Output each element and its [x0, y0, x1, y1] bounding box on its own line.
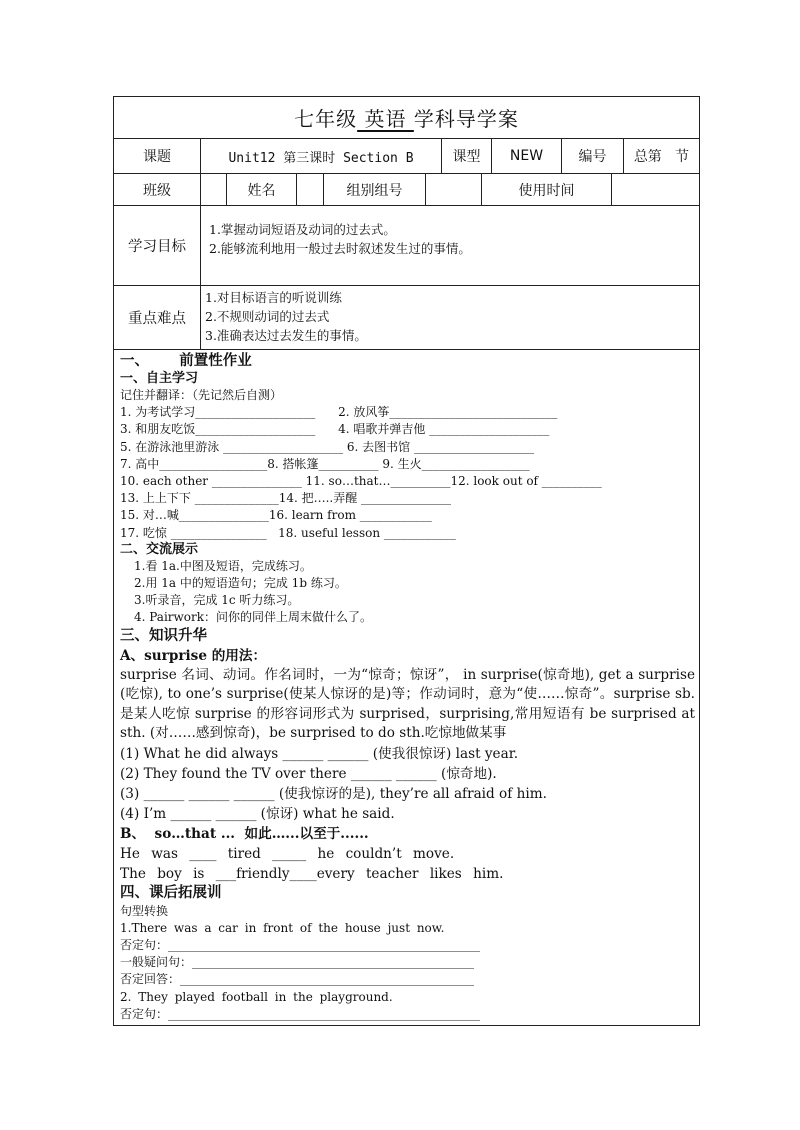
topic-value: Unit12 第三课时 Section B — [201, 139, 442, 173]
section4-title: 四、课后拓展训 — [120, 884, 222, 901]
transform-sentence: 2. They played football in the playground. — [120, 989, 393, 1004]
exercise-line[interactable]: (3) ______ ______ ______ (使我惊讶的是), they’re all afraid of him. — [120, 785, 547, 802]
group-label: 组别组号 — [324, 174, 426, 205]
objectives-label: 学习目标 — [114, 206, 201, 285]
surprise-heading: A、surprise 的用法： — [120, 647, 267, 664]
exercise-line[interactable]: (2) They found the TV over there ______ ______ (惊奇地). — [120, 765, 497, 782]
class-value[interactable] — [201, 174, 227, 205]
topic-label: 课题 — [114, 139, 201, 173]
vocab-line[interactable]: 13. 上上下下 ______________14. 把…..弄醒 _______________ — [120, 491, 452, 506]
transform-answer-line[interactable]: 否定句：____________________________________________________ — [120, 1006, 481, 1021]
instruction-text: 记住并翻译：（先记然后自测） — [120, 388, 283, 402]
grade-text: 七年级 — [294, 107, 358, 131]
page-title — [114, 97, 699, 138]
keypoint-item: 2.不规则动词的过去式 — [205, 309, 330, 324]
type-value: NEW — [492, 139, 562, 173]
objectives-row — [114, 206, 699, 286]
exercise-line[interactable]: (4) I’m ______ ______ (惊讶) what he said. — [120, 805, 395, 822]
vocab-line[interactable]: 15. 对…喊_______________16. learn from ____________ — [120, 508, 432, 523]
so-that-line[interactable]: He was ____ tired _____ he couldn’t move. — [120, 845, 455, 862]
keypoints-label: 重点难点 — [114, 286, 201, 349]
transform-answer-line[interactable]: 一般疑问句：_______________________________________________ — [120, 955, 475, 970]
subject-text: 英语 — [364, 107, 407, 131]
worksheet-table — [113, 96, 700, 1026]
title-suffix: 学科导学案 — [413, 107, 519, 131]
class-label: 班级 — [114, 174, 201, 205]
vocab-line[interactable]: 5. 在游泳池里游泳 ____________________ 6. 去图书馆 ____________________ — [120, 439, 534, 454]
objective-item: 2.能够流利地用一般过去时叙述发生过的事情。 — [209, 241, 471, 256]
objective-item: 1.掌握动词短语及动词的过去式。 — [209, 222, 396, 237]
exchange-item: 2.用 1a 中的短语造句；完成 1b 练习。 — [134, 576, 347, 591]
name-label: 姓名 — [227, 174, 297, 205]
so-that-heading: B、 so…that ... 如此…...以至于...... — [120, 825, 369, 842]
exercise-line[interactable]: (1) What he did always ______ ______ (使我很惊讶) last year. — [120, 745, 519, 762]
group-value[interactable] — [426, 174, 482, 205]
vocab-line[interactable]: 17. 吃惊 ________________ 18. useful lesson ____________ — [120, 525, 456, 540]
transform-answer-line[interactable]: 否定句：____________________________________________________ — [120, 938, 481, 953]
exchange-item: 4. Pairwork：问你的同伴上周末做什么了。 — [134, 610, 373, 625]
exchange-item: 3.听录音，完成 1c 听力练习。 — [134, 593, 300, 608]
section1-sub2: 二、交流展示 — [120, 541, 199, 557]
keypoints-list — [201, 286, 699, 349]
so-that-line[interactable]: The boy is ___friendly____every teacher likes him. — [120, 865, 504, 882]
section1-sub1: 一、自主学习 — [120, 371, 199, 386]
title-row — [114, 97, 699, 139]
section3-title: 三、知识升华 — [120, 627, 207, 644]
name-value[interactable] — [297, 174, 324, 205]
vocab-line[interactable]: 7. 高中__________________8. 搭帐篷__________ 9. 生火__________________ — [120, 456, 530, 471]
objectives-list — [201, 206, 699, 285]
main-content — [120, 352, 695, 1023]
keypoints-row — [114, 286, 699, 350]
vocab-line[interactable]: 3. 和朋友吃饭____________________ 4. 唱歌并弹吉他 ____________________ — [120, 422, 550, 437]
exchange-item: 1.看 1a.中图及短语，完成练习。 — [134, 558, 312, 573]
time-label: 使用时间 — [482, 174, 612, 205]
time-value[interactable] — [612, 174, 699, 205]
type-label: 课型 — [442, 139, 492, 173]
number-label: 编号 — [562, 139, 624, 173]
section1-title: 一、 前置性作业 — [120, 353, 252, 369]
keypoint-item: 3.准确表达过去发生的事情。 — [205, 328, 367, 343]
transform-sentence: 1.There was a car in front of the house just now. — [120, 920, 445, 935]
vocab-line[interactable]: 10. each other _______________ 11. so…that…__________12. look out of __________ — [120, 474, 602, 489]
vocab-line[interactable]: 1. 为考试学习____________________ 2. 放风筝____________________________ — [120, 405, 558, 420]
section4-sub: 句型转换 — [120, 903, 169, 918]
keypoint-item: 1.对目标语言的听说训练 — [205, 290, 342, 305]
transform-answer-line[interactable]: 否定回答：_________________________________________________ — [120, 972, 475, 987]
total-label: 总第 节 — [633, 149, 690, 165]
surprise-paragraph: surprise 名词、动词。作名词时，一为“惊奇；惊讶”， in surprise(惊奇地), get a surprise (吃惊), to one’s surprise(使某人惊讶的是)等；作动词时，意为“使……惊奇”。surprise sb. 是某人吃惊 surprise 的形容词形式为 surprised，surprising,常用短语有 be surprised at sth. (对……感到惊奇)，be surprised to do sth.吃惊地做某事 — [120, 666, 695, 742]
info-row-2 — [114, 174, 699, 206]
info-row-1 — [114, 139, 699, 174]
